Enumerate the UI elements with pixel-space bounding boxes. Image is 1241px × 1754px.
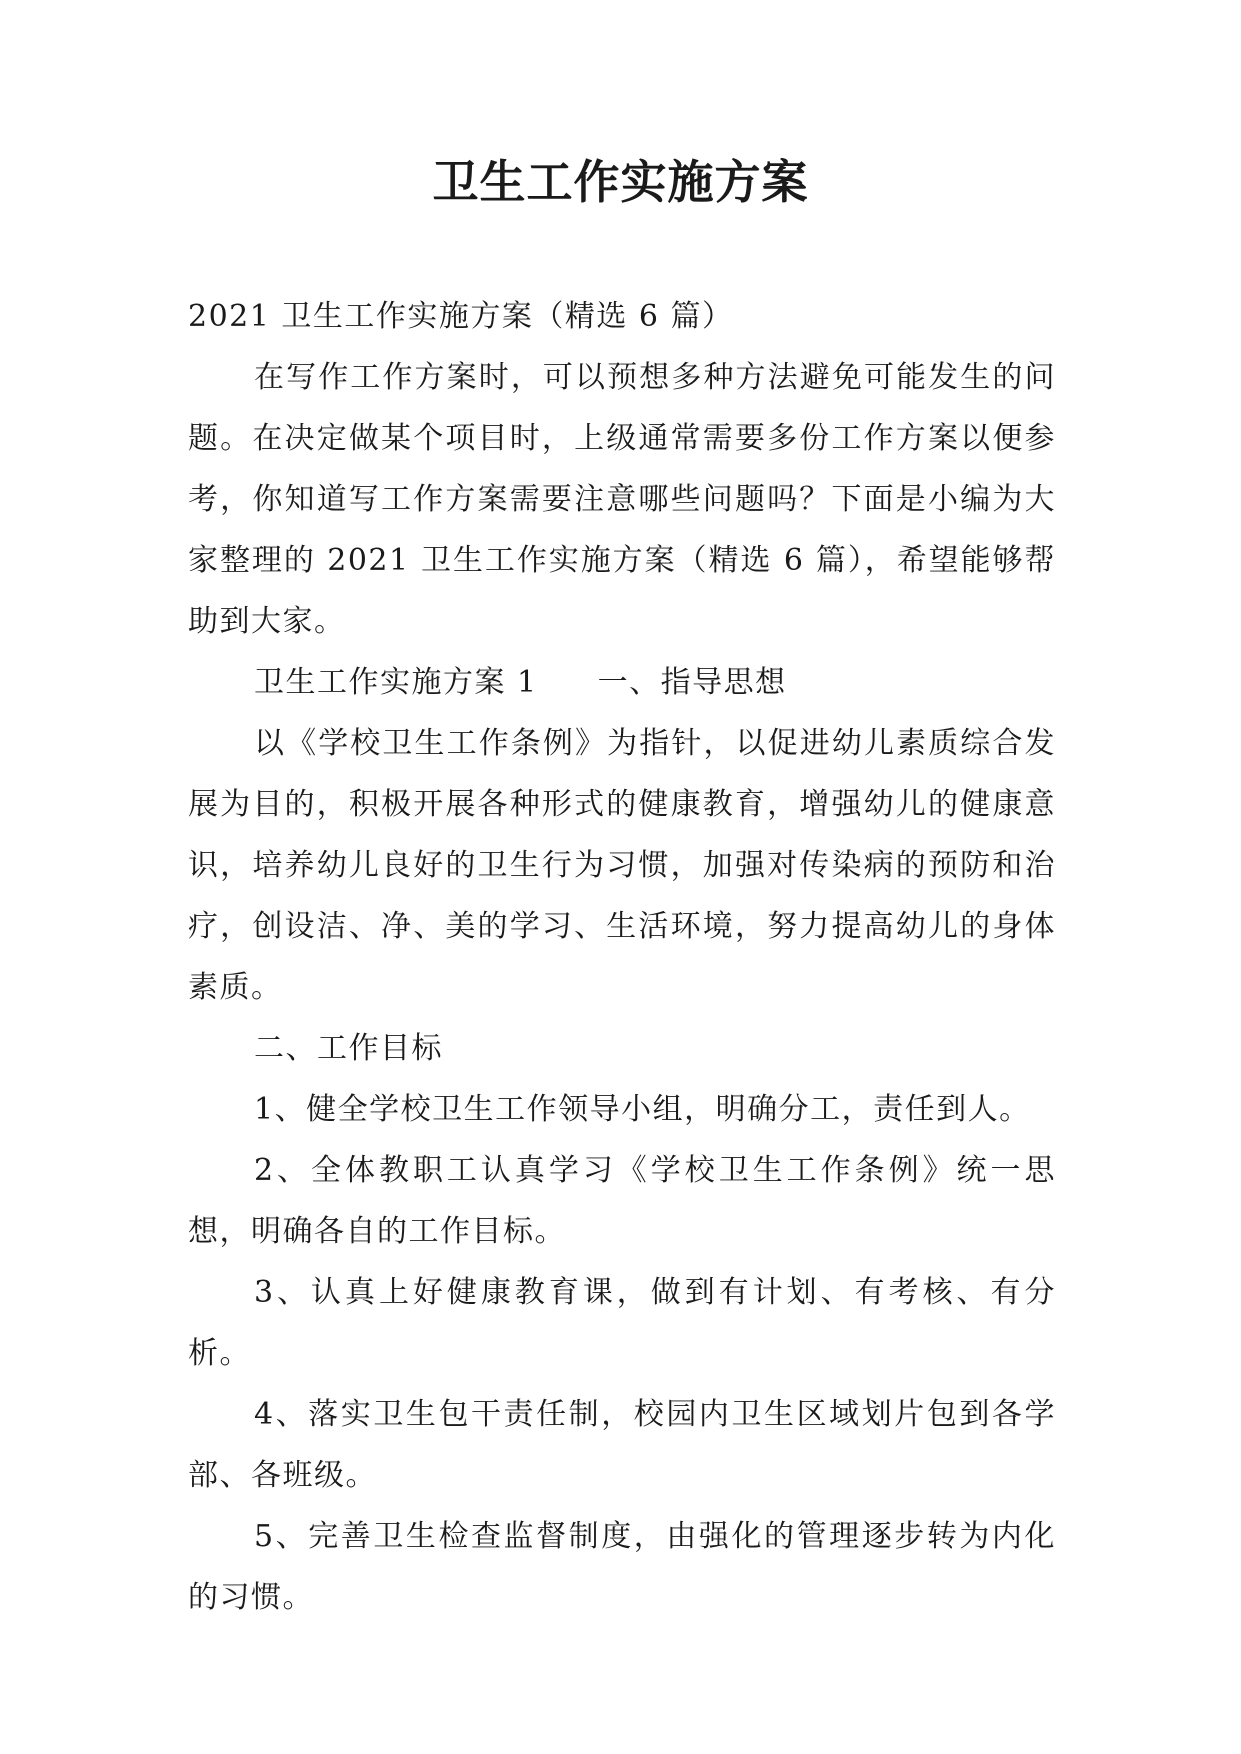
document-body <box>188 286 1056 1628</box>
document-subtitle: 2021 卫生工作实施方案（精选 6 篇） <box>188 299 734 334</box>
guiding-thought-heading: 一、指导思想 <box>597 665 787 700</box>
goal-item: 5、完善卫生检查监督制度，由强化的管理逐步转为内化的习惯。 <box>188 1519 1056 1615</box>
intro-paragraph: 在写作工作方案时，可以预想多种方法避免可能发生的问题。在决定做某个项目时，上级通常需要多份工作方案以便参考，你知道写工作方案需要注意哪些问题吗？下面是小编为大家整理的 2021 卫生工作实施方案（精选 6 篇），希望能够帮助到大家。 <box>188 360 1056 639</box>
goal-item: 2、全体教职工认真学习《学校卫生工作条例》统一思想，明确各自的工作目标。 <box>188 1153 1056 1249</box>
document-title: 卫生工作实施方案 <box>432 155 809 209</box>
goal-item: 1、健全学校卫生工作领导小组，明确分工，责任到人。 <box>254 1092 1031 1127</box>
work-goals-heading: 二、工作目标 <box>254 1031 443 1066</box>
section-1-heading: 卫生工作实施方案 1 <box>254 665 538 700</box>
section-1-heading-line <box>188 652 1056 713</box>
guiding-thought-paragraph: 以《学校卫生工作条例》为指针，以促进幼儿素质综合发展为目的，积极开展各种形式的健康教育，增强幼儿的健康意识，培养幼儿良好的卫生行为习惯，加强对传染病的预防和治疗，创设洁、净、美的学习、生活环境，努力提高幼儿的身体素质。 <box>188 726 1056 1005</box>
goal-item: 3、认真上好健康教育课，做到有计划、有考核、有分析。 <box>188 1275 1056 1371</box>
goal-item: 4、落实卫生包干责任制，校园内卫生区域划片包到各学部、各班级。 <box>188 1397 1056 1493</box>
